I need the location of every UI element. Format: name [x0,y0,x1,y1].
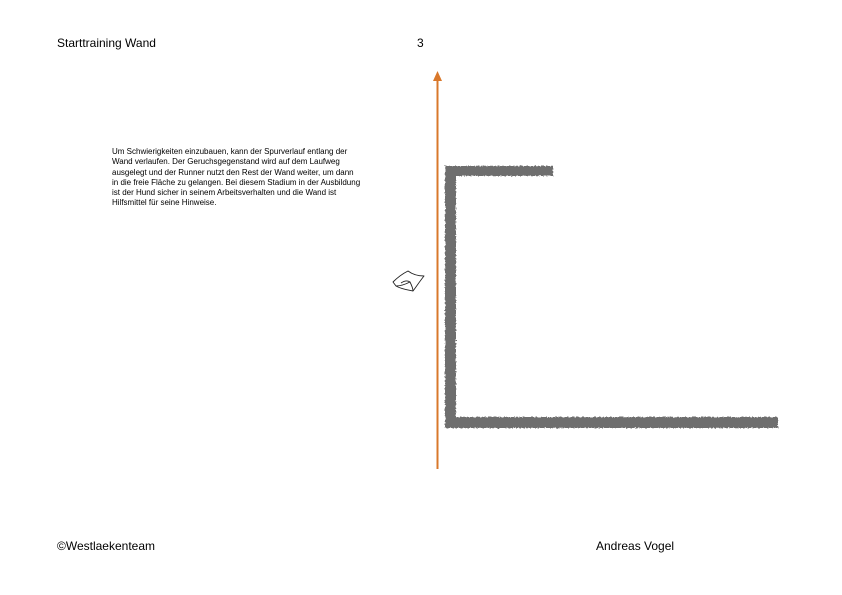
footer-copyright: ©Westlaekenteam [57,539,155,553]
footer-author: Andreas Vogel [596,539,675,553]
scent-article-icon [393,271,424,291]
page-number: 3 [417,36,424,50]
wall-vertical-segment [445,166,456,428]
page-title: Starttraining Wand [57,36,156,50]
track-arrowhead [433,71,442,81]
wall-bottom-segment [445,417,778,428]
wall-shape [445,166,778,428]
description-text: Um Schwierigkeiten einzubauen, kann der Spurverlauf entlang der Wand verlaufen. Der Geruchsgegenstand wird auf dem Laufweg ausgelegt und der Runner nutzt den Rest der Wand weiter, um dann in die freie Fläche zu gelangen. Bei diesem Stadium in der Ausbildung ist der Hund sicher in seinem Arbeitsverhalten und die Wand ist Hilfsmittel für seine Hinweise. [112,147,361,208]
track-arrow-icon [433,71,442,469]
wall-top-segment [445,166,553,176]
